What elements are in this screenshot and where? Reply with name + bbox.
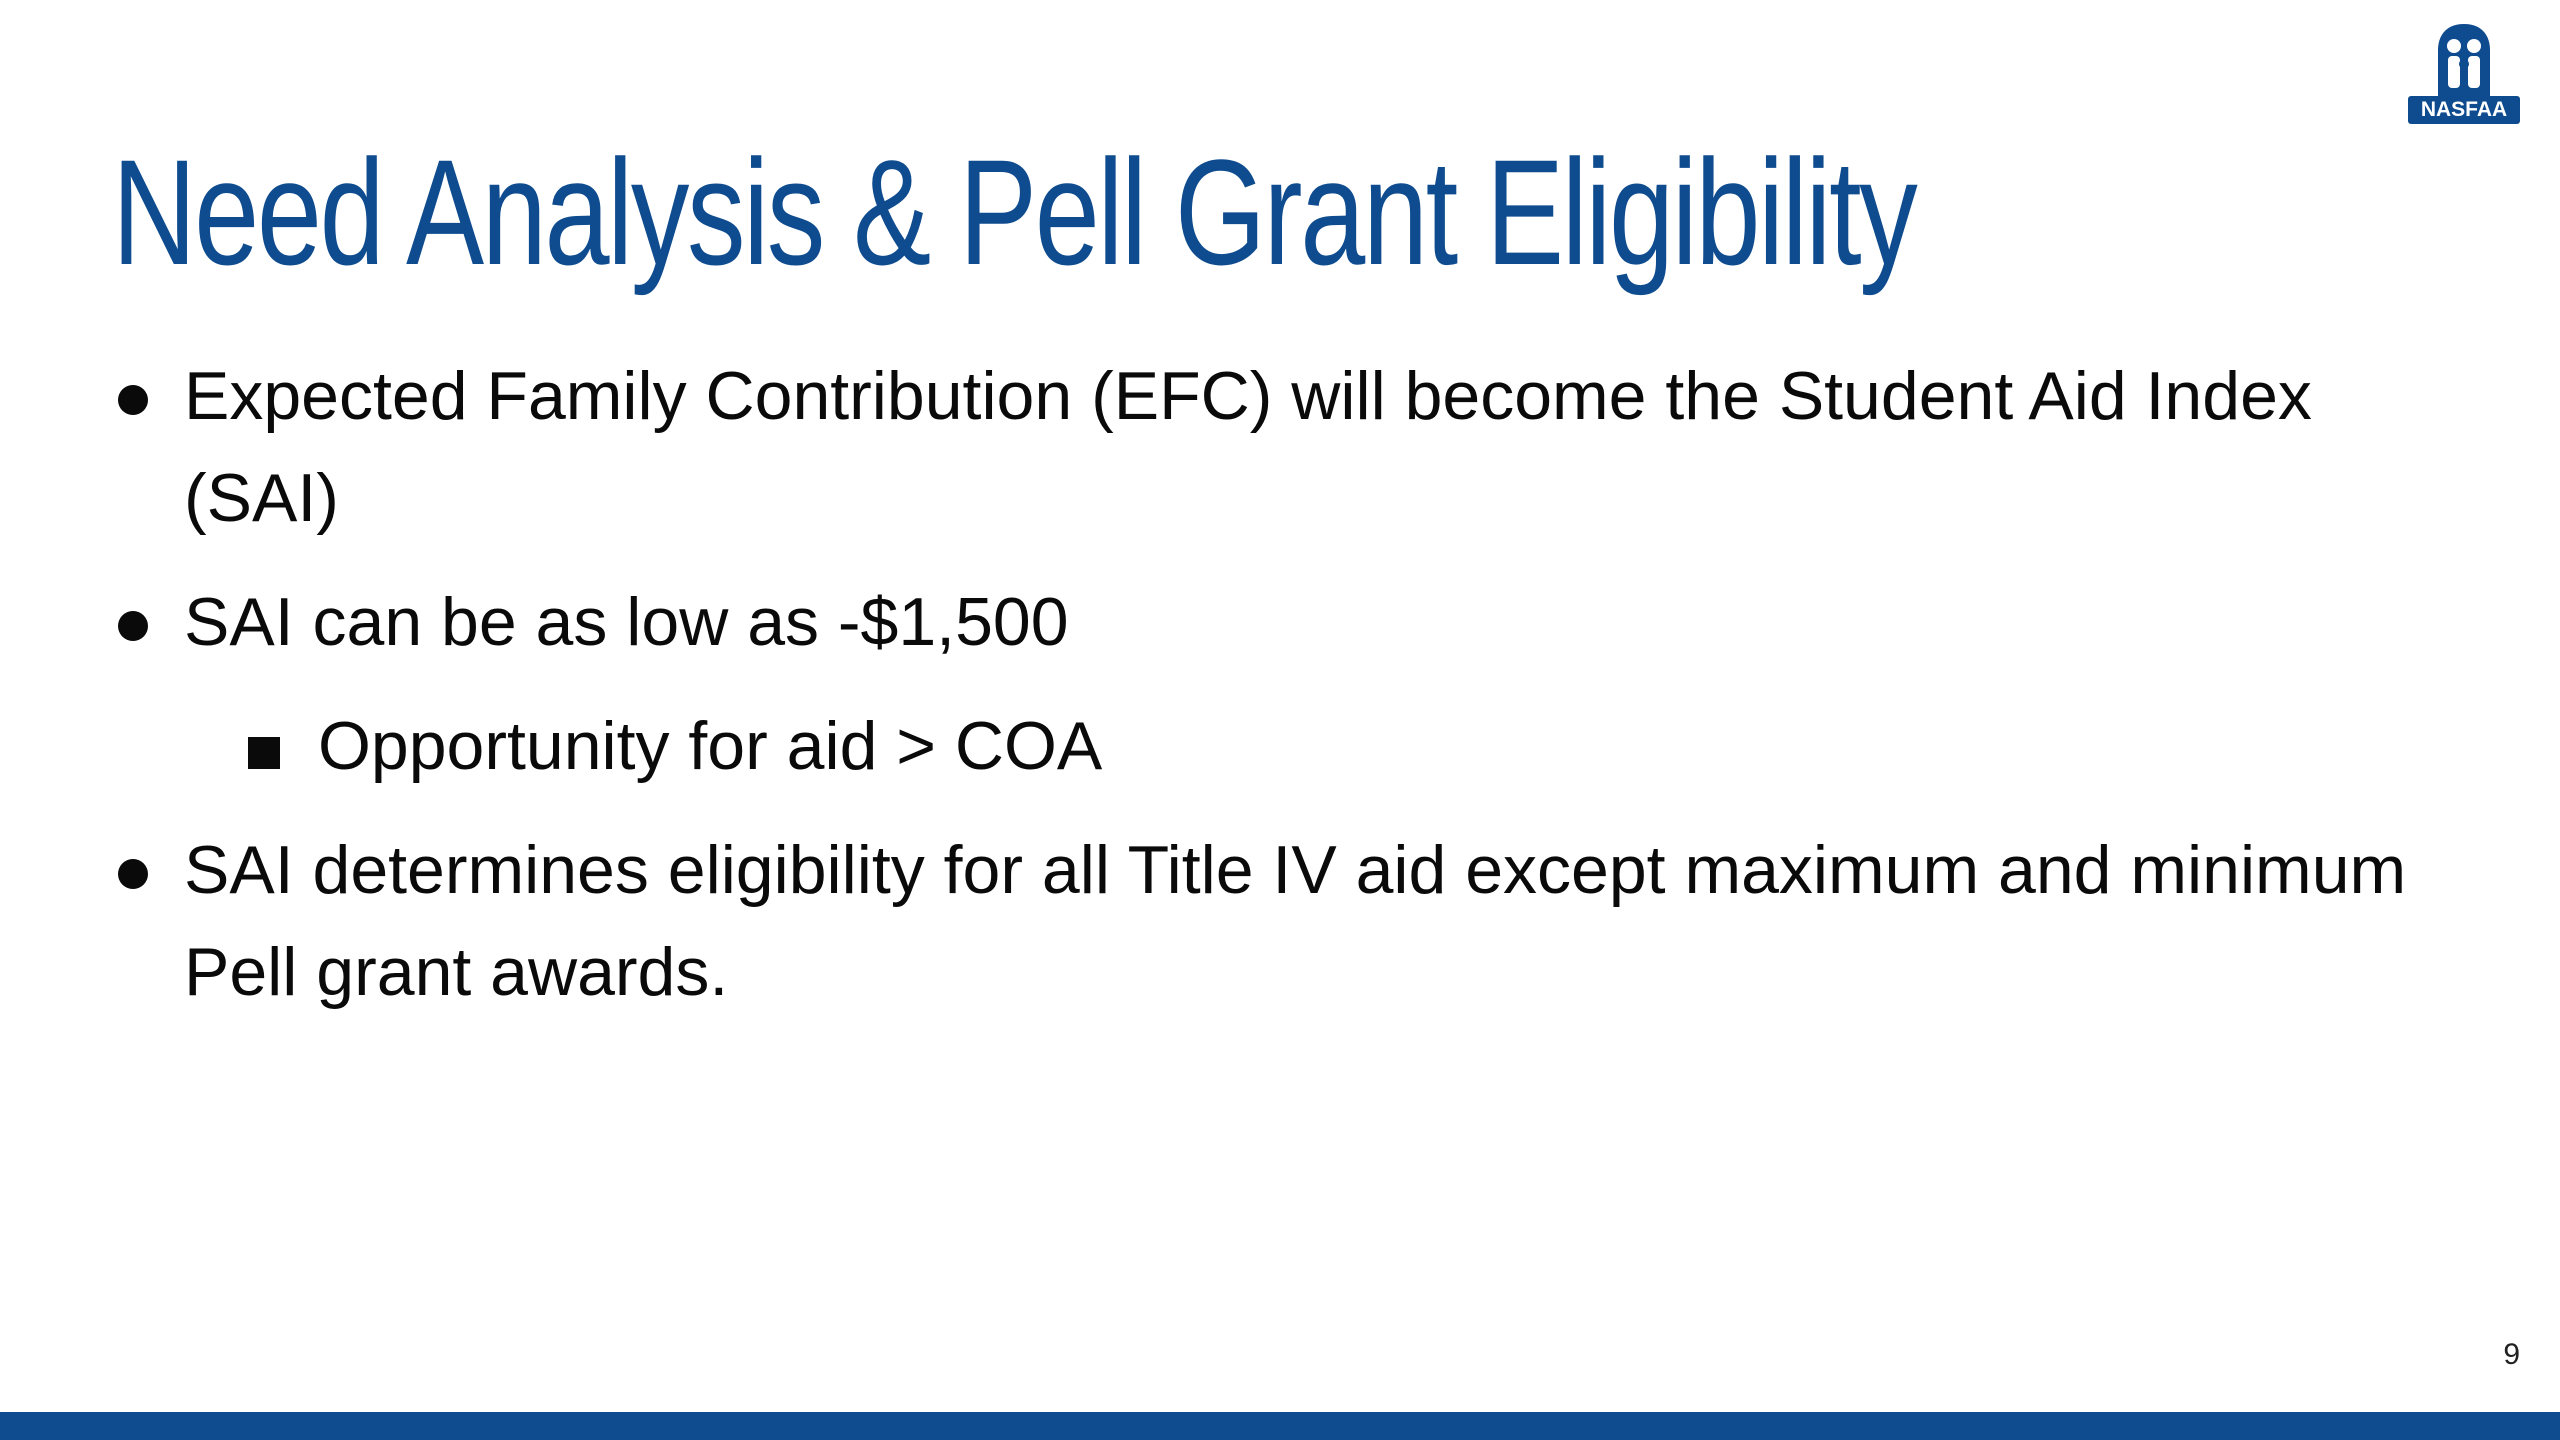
bullet-square-icon	[248, 737, 280, 769]
footer-bar	[0, 1412, 2560, 1440]
bullet-text: SAI can be as low as -$1,500	[184, 584, 1069, 660]
sub-bullet-text: Opportunity for aid > COA	[318, 708, 1103, 784]
page-number: 9	[2503, 1338, 2520, 1371]
bullet-list	[112, 345, 2442, 1045]
bullet-item	[112, 345, 2442, 549]
bullet-dot-icon	[118, 385, 148, 415]
logo-wordmark: NASFAA	[2408, 96, 2520, 124]
nasfaa-logo	[2408, 20, 2520, 124]
bullet-item	[112, 819, 2442, 1023]
bullet-dot-icon	[118, 611, 148, 641]
sub-bullet-item	[112, 695, 2442, 797]
bullet-item	[112, 571, 2442, 673]
slide-title: Need Analysis & Pell Grant Eligibility	[112, 128, 1916, 296]
bullet-text: SAI determines eligibility for all Title IV aid except maximum and minimum Pell grant awards.	[184, 832, 2407, 1010]
bullet-text: Expected Family Contribution (EFC) will become the Student Aid Index (SAI)	[184, 358, 2312, 536]
bullet-dot-icon	[118, 859, 148, 889]
